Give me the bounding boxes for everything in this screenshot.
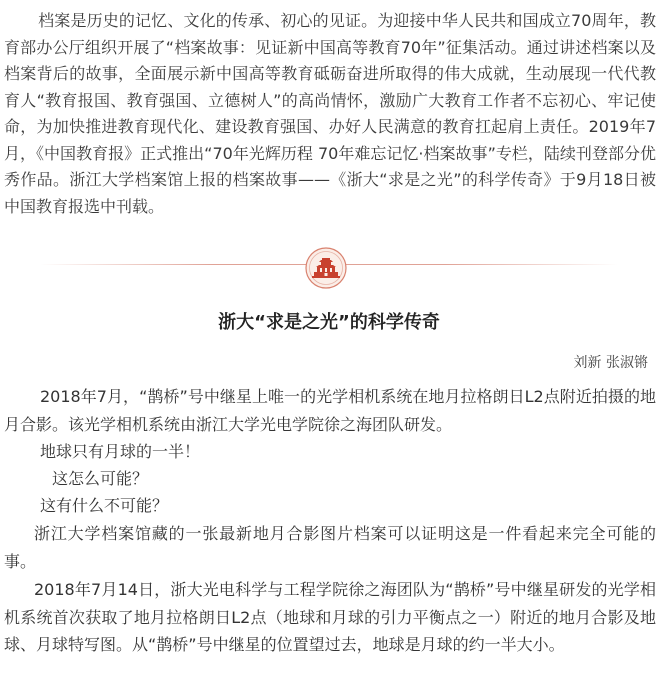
article-paragraph: 地球只有月球的一半！	[40, 442, 201, 461]
article-title: 浙大“求是之光”的科学传奇	[218, 312, 440, 333]
tiananmen-emblem-icon	[305, 247, 347, 289]
article-paragraph: 2018年7月14日，浙大光电科学与工程学院徐之海团队为“鹊桥”号中继星研发的光学相机系统首次获取了地月拉格朗日L2点（地球和月球的引力平衡点之一）附近的地月合影及地球、月球特写图。从“鹊桥”号中继星的位置望过去，地球是月球的约一半大小。	[4, 580, 656, 654]
article-paragraph: 这有什么不可能？	[40, 496, 169, 515]
article-byline: 刘新 张淑锵	[573, 355, 648, 371]
intro-paragraph	[4, 8, 656, 220]
article-paragraph: 2018年7月，“鹊桥”号中继星上唯一的光学相机系统在地月拉格朗日L2点附近拍摄的地月合影。该光学相机系统由浙江大学光电学院徐之海团队研发。	[4, 387, 656, 434]
article-paragraph: 浙江大学档案馆藏的一张最新地月合影图片档案可以证明这是一件看起来完全可能的事。	[4, 524, 656, 571]
intro-text: 档案是历史的记忆、文化的传承、初心的见证。为迎接中华人民共和国成立70周年，教育部办公厅组织开展了“档案故事：见证新中国高等教育70年”征集活动。通过讲述档案以及档案背后的故事，全面展示新中国高等教育砥砺奋进所取得的伟大成就，生动展现一代代教育人“教育报国、教育强国、立德树人”的高尚情怀，激励广大教育工作者不忘初心、牢记使命，为加快推进教育现代化、建设教育强国、办好人民满意的教育扛起肩上责任。2019年7月，《中国教育报》正式推出“70年光辉历程 70年难忘记忆·档案故事”专栏，陆续刊登部分优秀作品。浙江大学档案馆上报的档案故事——《浙大“求是之光”的科学传奇》于9月18日被中国教育报选中刊载。	[4, 11, 656, 216]
article-paragraph: 这怎么可能？	[52, 469, 149, 488]
